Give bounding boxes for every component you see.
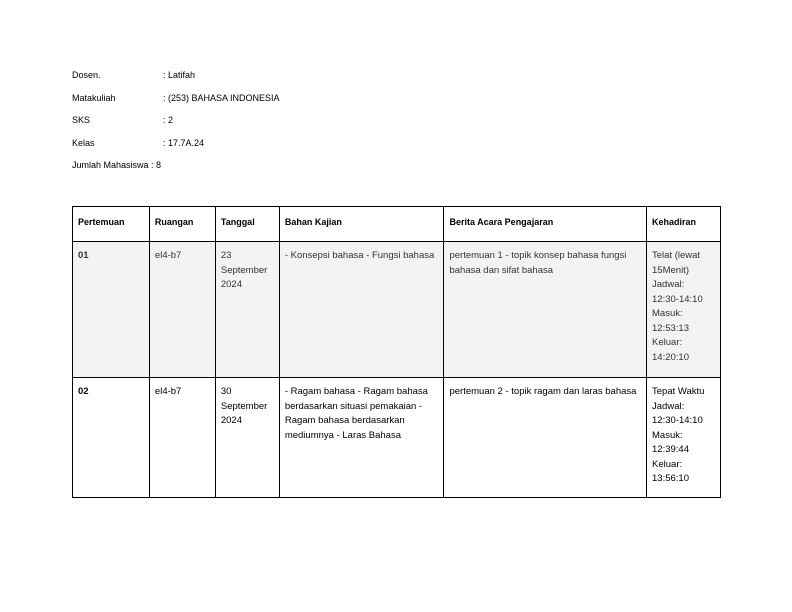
- info-row-matakuliah: [72, 92, 280, 116]
- header-pertemuan: Pertemuan: [73, 207, 150, 242]
- sks-label: SKS: [72, 115, 91, 125]
- header-berita-acara: Berita Acara Pengajaran: [444, 207, 647, 242]
- sks-value: : 2: [163, 115, 174, 125]
- cell-bahan-kajian: - Konsepsi bahasa - Fungsi bahasa: [279, 242, 444, 378]
- kelas-value: : 17.7A.24: [163, 137, 205, 148]
- cell-tanggal: 23 September 2024: [215, 242, 279, 378]
- info-row-kelas: [72, 137, 205, 161]
- cell-pertemuan: 01: [73, 242, 150, 378]
- cell-tanggal: 30 September 2024: [215, 378, 279, 498]
- info-row-dosen: [72, 70, 196, 93]
- matakuliah-label: Matakuliah: [72, 92, 116, 103]
- jumlah-value: : 8: [151, 160, 162, 170]
- cell-pertemuan: 02: [73, 378, 150, 498]
- header-ruangan: Ruangan: [149, 207, 215, 242]
- table-header: [73, 207, 721, 242]
- dosen-label: Dosen.: [72, 70, 101, 80]
- cell-berita-acara: pertemuan 1 - topik konsep bahasa fungsi bahasa dan sifat bahasa: [444, 242, 647, 378]
- cell-berita-acara: pertemuan 2 - topik ragam dan laras bahasa: [444, 378, 647, 498]
- course-info: [72, 70, 280, 183]
- table-body: [73, 242, 721, 498]
- cell-bahan-kajian: - Ragam bahasa - Ragam bahasa berdasarkan situasi pemakaian - Ragam bahasa berdasarkan mediumnya - Laras Bahasa: [279, 378, 444, 498]
- attendance-table: [72, 206, 721, 498]
- header-row: [73, 207, 721, 242]
- cell-kehadiran: Telat (lewat 15Menit) Jadwal: 12:30-14:10 Masuk: 12:53:13 Keluar: 14:20:10: [647, 242, 721, 378]
- header-kehadiran: Kehadiran: [647, 207, 721, 242]
- jumlah-label: Jumlah Mahasiswa: [72, 160, 149, 170]
- matakuliah-value: : (253) BAHASA INDONESIA: [163, 92, 280, 103]
- header-bahan-kajian: Bahan Kajian: [279, 207, 444, 242]
- table-row: [73, 242, 721, 378]
- kelas-label: Kelas: [72, 137, 95, 148]
- table-row: [73, 378, 721, 498]
- info-row-jumlah: [72, 160, 161, 183]
- cell-kehadiran: Tepat Waktu Jadwal: 12:30-14:10 Masuk: 12:39:44 Keluar: 13:56:10: [647, 378, 721, 498]
- dosen-value: : Latifah: [163, 70, 196, 80]
- cell-ruangan: el4-b7: [149, 242, 215, 378]
- cell-ruangan: el4-b7: [149, 378, 215, 498]
- info-row-sks: [72, 115, 174, 138]
- header-tanggal: Tanggal: [215, 207, 279, 242]
